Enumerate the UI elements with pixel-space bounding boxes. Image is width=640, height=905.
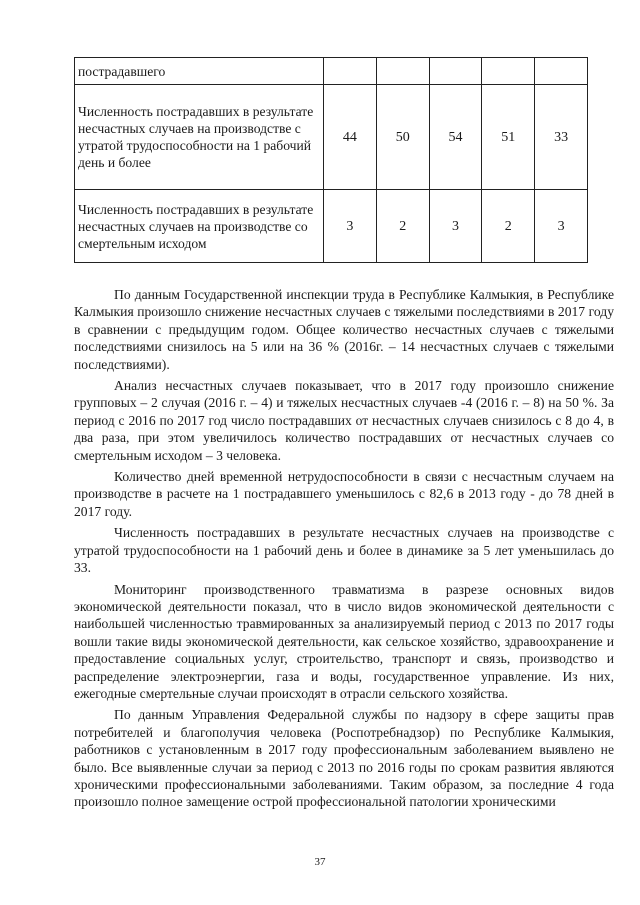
table-cell [482, 58, 535, 85]
paragraph: Мониторинг производственного травматизма в разрезе основных видов экономической деятельности показал, что в число видов экономической деятельности с наибольшей численностью травмированных за анализируемый период с 2013 по 2017 годы вошли такие виды экономической деятельности, как сельское хозяйство, здравоохранение и предоставление социальных услуг, строительство, транспорт и связь, производство и распределение электроэнергии, газа и воды, государственное управление. Из них, ежегодные смертельные случаи происходят в отрасли сельского хозяйства. [74, 581, 614, 701]
table-cell: 3 [535, 190, 588, 263]
paragraph: Численность пострадавших в результате несчастных случаев на производстве с утратой трудоспособности на 1 рабочий день и более в динамике за 5 лет уменьшилась до 33. [74, 525, 614, 576]
table-row [75, 190, 588, 263]
table-row [75, 58, 588, 85]
paragraph: По данным Управления Федеральной службы по надзору в сфере защиты прав потребителей и благополучия человека (Роспотребнадзор) по Республике Калмыкия, работников с установленным в 2017 году профессиональным заболеванием выявлено не было. Все выявленные случаи за период с 2013 по 2016 годы по срокам развития являются хроническими профессиональными заболеваниями. Таким образом, за последние 4 года произошло полное замещение острой профессиональной патологии хроническими [74, 707, 614, 810]
table-row [75, 85, 588, 190]
paragraph: Анализ несчастных случаев показывает, что в 2017 году произошло снижение групповых – 2 случая (2016 г. – 4) и тяжелых несчастных случаев -4 (2016 г. – 8) на 50 %. За период с 2016 по 2017 год число пострадавших от несчастных случаев снизилось с 8 до 4, в два раза, при этом увеличилось количество пострадавших от несчастных случаев со смертельным исходом – 3 человека. [74, 378, 614, 463]
table-cell [429, 58, 482, 85]
table-cell: 44 [324, 85, 377, 190]
table-cell: 3 [324, 190, 377, 263]
table-cell: 2 [482, 190, 535, 263]
page-number: 37 [314, 856, 326, 868]
table-row-label: пострадавшего [75, 58, 324, 85]
table-cell [535, 58, 588, 85]
table-cell [376, 58, 429, 85]
table-cell: 54 [429, 85, 482, 190]
table-row-label: Численность пострадавших в результате несчастных случаев на производстве со смертельным исходом [75, 190, 324, 263]
table-cell: 51 [482, 85, 535, 190]
paragraph: По данным Государственной инспекции труда в Республике Калмыкия, в Республике Калмыкия произошло снижение несчастных случаев с тяжелыми последствиями в 2017 году в сравнении с предыдущим годом. Общее количество несчастных случаев с тяжелыми последствиями снизилось на 5 или на 36 % (2016г. – 14 несчастных случаев с тяжелыми последствиями). [74, 287, 614, 372]
body-text [74, 286, 614, 815]
table-cell: 33 [535, 85, 588, 190]
table-cell: 50 [376, 85, 429, 190]
table-row-label: Численность пострадавших в результате несчастных случаев на производстве с утратой трудоспособности на 1 рабочий день и более [75, 85, 324, 190]
table-cell: 2 [376, 190, 429, 263]
injury-statistics-table [74, 57, 588, 263]
table-cell [324, 58, 377, 85]
paragraph: Количество дней временной нетрудоспособности в связи с несчастным случаем на производстве в расчете на 1 пострадавшего уменьшилось с 82,6 в 2013 году - до 78 дней в 2017 году. [74, 469, 614, 519]
table-cell: 3 [429, 190, 482, 263]
